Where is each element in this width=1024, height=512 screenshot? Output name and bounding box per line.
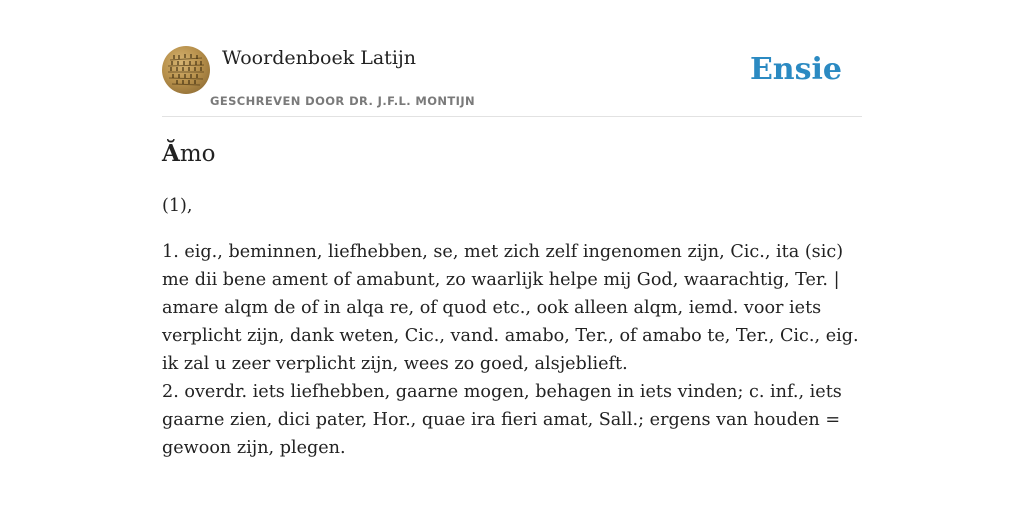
inscribed-coin-logo-icon[interactable] [162, 46, 210, 94]
dictionary-title[interactable]: Woordenboek Latijn [222, 47, 417, 69]
sense-1: 1. eig., beminnen, liefhebben, se, met zich zelf ingenomen zijn, Cic., ita (sic) me dii bene ament of amabunt, zo waarlijk helpe mij God, waarachtig, Ter. | amare alqm de of in alqa re, of quod etc., ook alleen alqm, iemd. voor iets verplicht zijn, dank weten, Cic., vand. amabo, Ter., of amabo te, Ter., Cic., eig. ik zal u zeer verplicht zijn, wees zo goed, alsjeblieft. [162, 242, 859, 374]
entry-intro: (1), [162, 196, 193, 216]
sense-2: 2. overdr. iets liefhebben, gaarne mogen, behagen in iets vinden; c. inf., iets gaarne zien, dici pater, Hor., quae ira fieri amat, Sall.; ergens van houden = gewoon zijn, plegen. [162, 382, 842, 458]
headword-rest: mo [179, 141, 216, 167]
entry-headword [162, 138, 216, 170]
entry-content [162, 192, 866, 462]
header [162, 46, 862, 117]
brand-logo[interactable]: Ensie [749, 52, 842, 87]
headword-initial: Ă [162, 140, 180, 167]
author-byline: GESCHREVEN DOOR DR. J.F.L. MONTIJN [210, 94, 476, 108]
